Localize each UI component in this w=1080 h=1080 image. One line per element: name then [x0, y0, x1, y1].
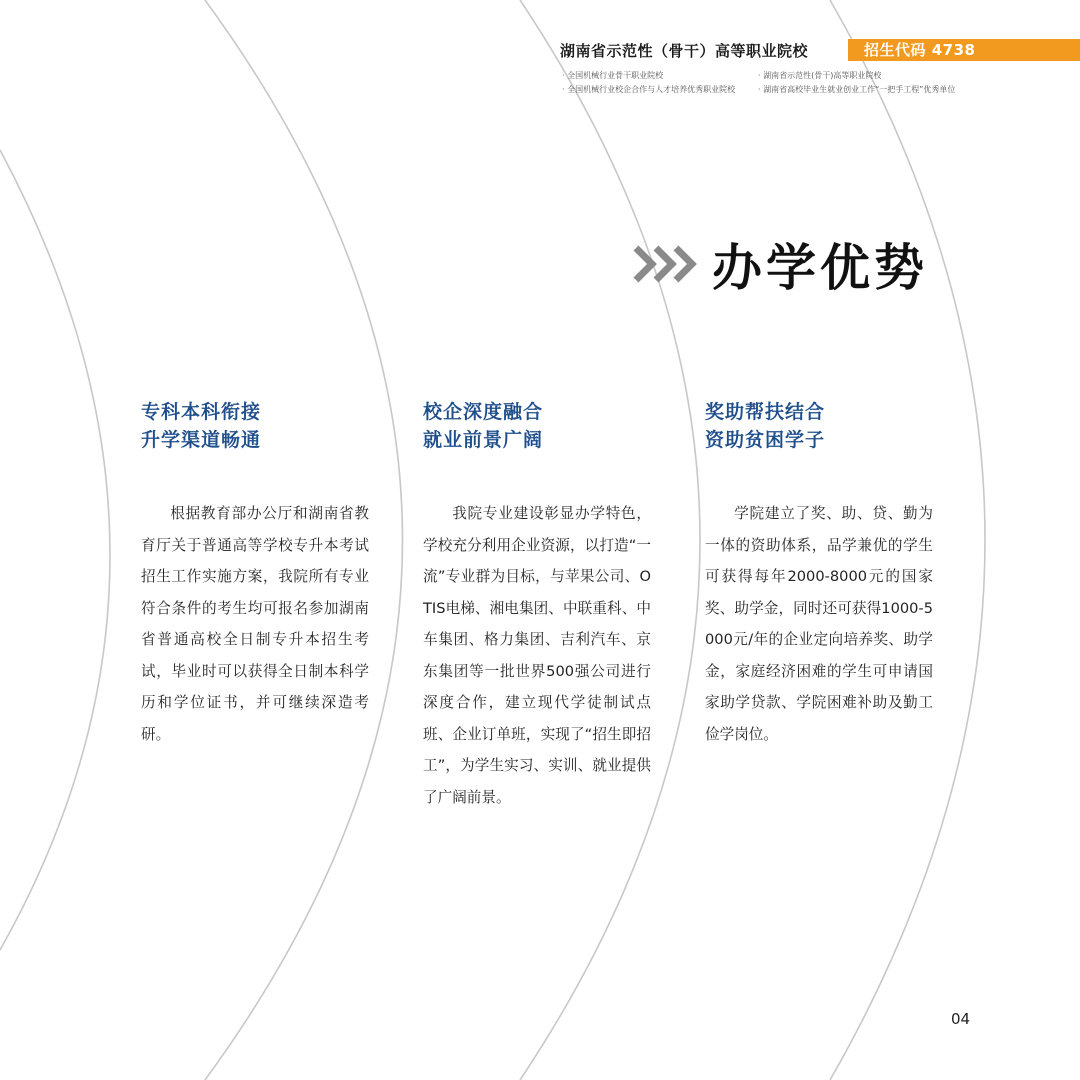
column-body: 我院专业建设彰显办学特色，学校充分利用企业资源，以打造“一流”专业群为目标，与苹果公司、OTIS电梯、湘电集团、中联重科、中车集团、格力集团、吉利汽车、京东集团等一批世界500强公司进行深度合作，建立现代学徒制试点班、企业订单班，实现了“招生即招工”，为学生实习、实训、就业提供了广阔前景。	[423, 505, 651, 806]
section-heading-text: 办学优势	[712, 239, 928, 297]
section-heading	[632, 228, 928, 300]
column-body: 根据教育部办公厅和湖南省教育厅关于普通高等学校专升本考试招生工作实施方案，我院所有专业符合条件的考生均可报名参加湖南省普通高校全日制专升本招生考试，毕业时可以获得全日制本科学历和学位证书，并可继续深造考研。	[141, 505, 369, 743]
column-title	[141, 398, 369, 454]
column-title-line: 升学渠道畅通	[141, 429, 262, 451]
column-body: 学院建立了奖、助、贷、勤为一体的资助体系，品学兼优的学生可获得每年2000-8000元的国家奖、助学金，同时还可获得1000-5000元/年的企业定向培养奖、助学金，家庭经济困难的学生可申请国家助学贷款、学院困难补助及勤工俭学岗位。	[705, 505, 933, 743]
advantage-column-employment	[423, 398, 651, 828]
page-number: 04	[951, 1010, 971, 1028]
column-title-line: 就业前景广阔	[423, 429, 544, 451]
honor-line: · 湖南省示范性(骨干)高等职业院校	[758, 71, 882, 80]
honor-line: · 全国机械行业骨干职业院校	[562, 71, 664, 80]
advantage-column-upgrade	[141, 398, 369, 765]
column-title-line: 资助贫困学子	[705, 429, 826, 451]
school-title: 湖南省示范性（骨干）高等职业院校	[560, 42, 809, 60]
enrollment-code-badge: 招生代码 4738	[848, 39, 1080, 61]
honor-line: · 湖南省高校毕业生就业创业工作“一把手工程”优秀单位	[758, 85, 956, 94]
column-title-line: 奖助帮扶结合	[705, 401, 826, 423]
column-title-line: 专科本科衔接	[141, 401, 262, 423]
column-title-line: 校企深度融合	[423, 401, 544, 423]
triple-chevron-right-icon	[632, 242, 700, 286]
honor-line: · 全国机械行业校企合作与人才培养优秀职业院校	[562, 85, 736, 94]
column-title	[423, 398, 651, 454]
advantage-column-financial-aid	[705, 398, 933, 765]
column-title	[705, 398, 933, 454]
